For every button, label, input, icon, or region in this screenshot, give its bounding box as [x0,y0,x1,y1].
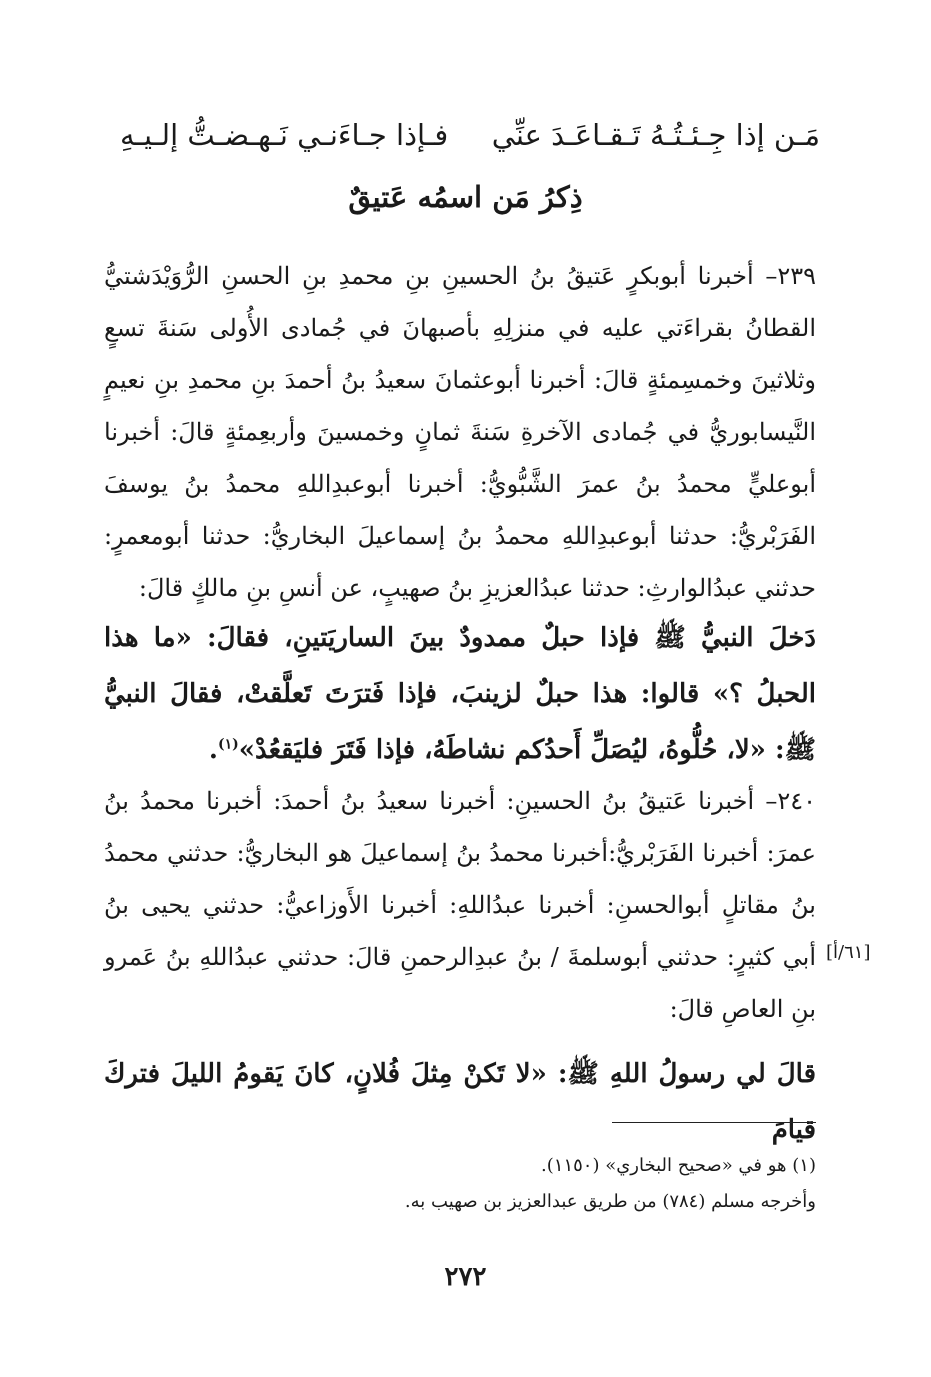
hadith-239-body: دَخلَ النبيُّ ﷺ فإذا حبلٌ ممدودٌ بينَ الساريَتينِ، فقالَ: «ما هذا الحبلُ ؟» قالوا: هذا حبلٌ لزينبَ، فإذا فَترَتَ تَعلَّقتْ، فقالَ النبيُّ ﷺ: «لا، حُلُّوهُ، ليُصَلِّ أَحدُكم نشاطَهُ، فإذا فَتَرَ فليَقعُدْ» [104,623,816,765]
manuscript-folio-ref: [٦١/أ] [826,942,871,963]
verse-left-hemistich: فـإذا جـاءَنـي نَـهـضـتُّ إلـيـهِ [120,118,449,152]
hadith-239-text [104,610,816,778]
hadith-239-isnad: ٢٣٩– أخبرنا أبوبكرٍ عَتيقُ بنُ الحسينِ بنِ محمدِ بنِ الحسنِ الرُّوَيْدَشتيُّ القطانُ بقراءَتي عليه في منزلِهِ بأصبهانَ في جُمادى الأُولى سَنةَ تسعٍ وثلاثينَ وخمسِمئةٍ قالَ: أخبرنا أبوعثمانَ سعيدُ بنُ أحمدَ بنِ محمدِ بنِ نعيمٍ النَّيسابوريُّ في جُمادى الآخرةِ سَنةَ ثمانٍ وخمسينَ وأربعِمئةٍ قالَ: أخبرنا أبوعليٍّ محمدُ بنُ عمرَ الشَّبُّويُّ: أخبرنا أبوعبدِاللهِ محمدُ بنُ يوسفَ الفَرَبْريُّ: حدثنا أبوعبدِاللهِ محمدُ بنُ إسماعيلَ البخاريُّ: حدثنا أبومعمرٍ: حدثني عبدُالوارثِ: حدثنا عبدُالعزيزِ بنُ صهيبٍ، عن أنسِ بنِ مالكٍ قالَ: [104,262,817,602]
footnote-marker: (١) [217,736,239,753]
footnotes [300,1148,816,1220]
hadith-240-text: قالَ لي رسولُ اللهِ ﷺ: «لا تَكنْ مِثلَ فُلانٍ، كانَ يَقومُ الليلَ فتركَ قيامَ [104,1059,816,1145]
footnote-1: (١) هو في «صحيح البخاري» (١١٥٠). [541,1155,816,1176]
footnote-1-continuation: وأخرجه مسلم (٧٨٤) من طريق عبدالعزيز بن صهيب به. [404,1191,816,1212]
verse-right-hemistich: مَـن إذا جِـئـتُـهُ تَـقـاعَـدَ عنِّي [491,118,820,152]
section-heading: ذِكرُ مَن اسمُه عَتيقٌ [348,180,583,214]
hadith-240-isnad: ٢٤٠– أخبرنا عَتيقُ بنُ الحسينِ: أخبرنا سعيدُ بنُ أحمدَ: أخبرنا محمدُ بنُ عمرَ: أخبرنا الفَرَبْريُّ:أخبرنا محمدُ بنُ إسماعيلَ هو البخاريُّ: حدثني محمدُ بنُ مقاتلٍ أبوالحسنِ: أخبرنا عبدُاللهِ: أخبرنا الأَوزاعيُّ: حدثني يحيى بنُ أبي كثيرٍ: حدثني أبوسلمةَ / بنُ عبدِالرحمنِ قالَ: حدثني عبدُاللهِ بنُ عَمرو بنِ العاصِ قالَ: [104,787,816,1023]
poetry-verse [120,110,820,160]
page-number: ٢٧٢ [444,1262,487,1292]
hadith-239-end: . [208,735,218,765]
footnote-divider [612,1122,816,1123]
